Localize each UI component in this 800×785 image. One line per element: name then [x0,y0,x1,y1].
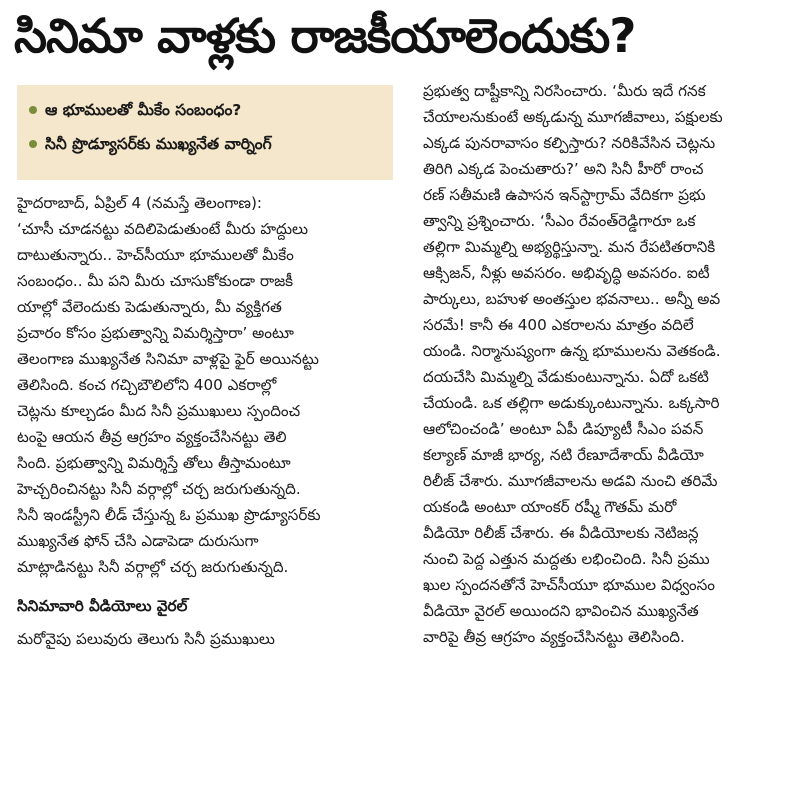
text-line: చేయాలనుకుంటే అక్కడున్న మూగజీవాలు, పక్షులకు [423,108,723,126]
text-line: వీడియో వైరల్ అయిందని భావించిన ముఖ్యనేత [423,602,699,620]
text-line: టంపై ఆయన తీవ్ర ఆగ్రహం వ్యక్తంచేసినట్టు తెలి [17,428,287,446]
text-line: హెచ్చరించినట్టు సినీ వర్గాల్లో చర్చ జరుగుతున్నది. [17,480,301,498]
text-line: త్వాన్ని ప్రశ్నించారు. ‘సీఎం రేవంత్‌రెడ్డిగారూ ఒక [423,212,696,230]
text-line: తిరిగి ఎక్కడ పెంచుతారు?’ అని సినీ హీరో రాంచ [423,160,704,178]
highlight-text: సినీ ప్రొడ్యూసర్‌కు ముఖ్యనేత వార్నింగ్ [45,135,272,153]
text-line: తల్లిగా మిమ్మల్ని అభ్యర్థిస్తున్నా. మన రేపటితరానికి [423,238,716,256]
right-column [423,78,799,650]
text-line: కల్యాణ్ మాజీ భార్య, నటి రేణూదేశాయ్ వీడియో [423,446,704,464]
text-line: యండి. నిర్మానుష్యంగా ఉన్న భూములను వెతకండి. [423,342,721,360]
text-line: సినీ ఇండస్ట్రీని లీడ్ చేస్తున్న ఓ ప్రముఖ ప్రొడ్యూసర్‌కు [17,506,321,524]
text-line: ప్రభుత్వ దాష్టీకాన్ని నిరసించారు. ‘మీరు ఇదే గనక [423,82,706,100]
text-line: ఖుల స్పందనతోనే హెచ్‌సీయూ భూముల విధ్వంసం [423,576,715,594]
bullet-icon [29,106,37,114]
text-line: సరమే! కానీ ఈ 400 ఎకరాలను మాత్రం వదిలే [423,316,694,334]
text-line: రణ్ సతీమణి ఉపాసన ఇన్‌స్టాగ్రామ్ వేదికగా ప్రభు [423,186,706,204]
text-line: ఆలోచించండి’ అంటూ ఏపీ డిప్యూటీ సీఎం పవన్ [423,420,704,438]
left-paragraph-2 [17,626,393,652]
headline: సినిమా వాళ్లకు రాజకీయాలెందుకు? [14,9,636,64]
left-paragraph [17,190,393,580]
text-line: వారిపై తీవ్ర ఆగ్రహం వ్యక్తంచేసినట్టు తెలిసింది. [423,628,685,646]
text-line: ముఖ్యనేత ఫోన్ చేసి ఎడాపెడా దురుసుగా [17,532,259,550]
bullet-icon [29,140,37,148]
text-line: హైదరాబాద్, ఏప్రిల్ 4 (నమస్తే తెలంగాణ): [17,194,262,212]
text-line: తెలిసింది. కంచ గచ్చిబౌలిలోని 400 ఎకరాల్లో [17,376,277,394]
highlight-text: ఆ భూములతో మీకేం సంబంధం? [45,101,242,119]
text-line: చేయండి. ఒక తల్లిగా అడుక్కుంటున్నాను. ఒక్కసారి [423,394,720,412]
text-line: మరోవైపు పలువురు తెలుగు సినీ ప్రముఖులు [17,630,275,648]
text-line: రిలీజ్ చేశారు. మూగజీవాలను అడవి నుంచి తరిమే [423,472,718,490]
text-line: ఎక్కడ పునరావాసం కల్పిస్తారు? నరికివేసిన చెట్లను [423,134,716,152]
right-paragraph [423,78,799,650]
text-line: తెలంగాణ ముఖ్యనేత సినిమా వాళ్లపై ఫైర్ అయినట్టు [17,350,319,368]
text-line: పార్కులు, బహుళ అంతస్తుల భవనాలు.. అన్నీ అవ [423,290,721,308]
text-line: దయచేసి మిమ్మల్ని వేడుకుంటున్నాను. ఏదో ఒకటి [423,368,709,386]
text-line: ప్రచారం కోసం ప్రభుత్వాన్ని విమర్శిస్తారా’ అంటూ [17,324,294,342]
subheading: సినిమావారి వీడియోలు వైరల్ [17,597,188,615]
text-line: ఆక్సిజన్, నీళ్లు అవసరం. అభివృద్ధి అవసరం. ఐటీ [423,264,710,282]
text-line: యకండి అంటూ యాంకర్ రష్మీ గౌతమ్ మరో [423,498,677,516]
text-line: మాట్లాడినట్టు సినీ వర్గాల్లో చర్చ జరుగుతున్నది. [17,558,289,576]
text-line: వీడియో రిలీజ్ చేశారు. ఈ వీడియోలకు నెటిజన్ల [423,524,699,542]
text-line: ‘చూసీ చూడనట్టు వదిలిపెడుతుంటే మీరు హద్దులు [17,220,309,238]
text-line: యాల్లో వేలెందుకు పెడుతున్నారు, మీ వ్యక్తిగత [17,298,282,316]
highlight-item [29,93,383,127]
text-line: దాటుతున్నారు.. హెచ్‌సీయూ భూములతో మీకేం [17,246,294,264]
text-line: సంబంధం.. మీ పని మీరు చూసుకోకుండా రాజకీ [17,272,294,290]
left-column [17,190,393,652]
text-line: చెట్లను కూల్చడం మీద సినీ ప్రముఖులు స్పందించ [17,402,301,420]
highlight-item [29,127,383,161]
text-line: సింది. ప్రభుత్వాన్ని విమర్శిస్తే తోలు తీస్తామంటూ [17,454,291,472]
highlights-box [17,85,393,180]
text-line: నుంచి పెద్ద ఎత్తున మద్దతు లభించింది. సినీ ప్రము [423,550,710,568]
